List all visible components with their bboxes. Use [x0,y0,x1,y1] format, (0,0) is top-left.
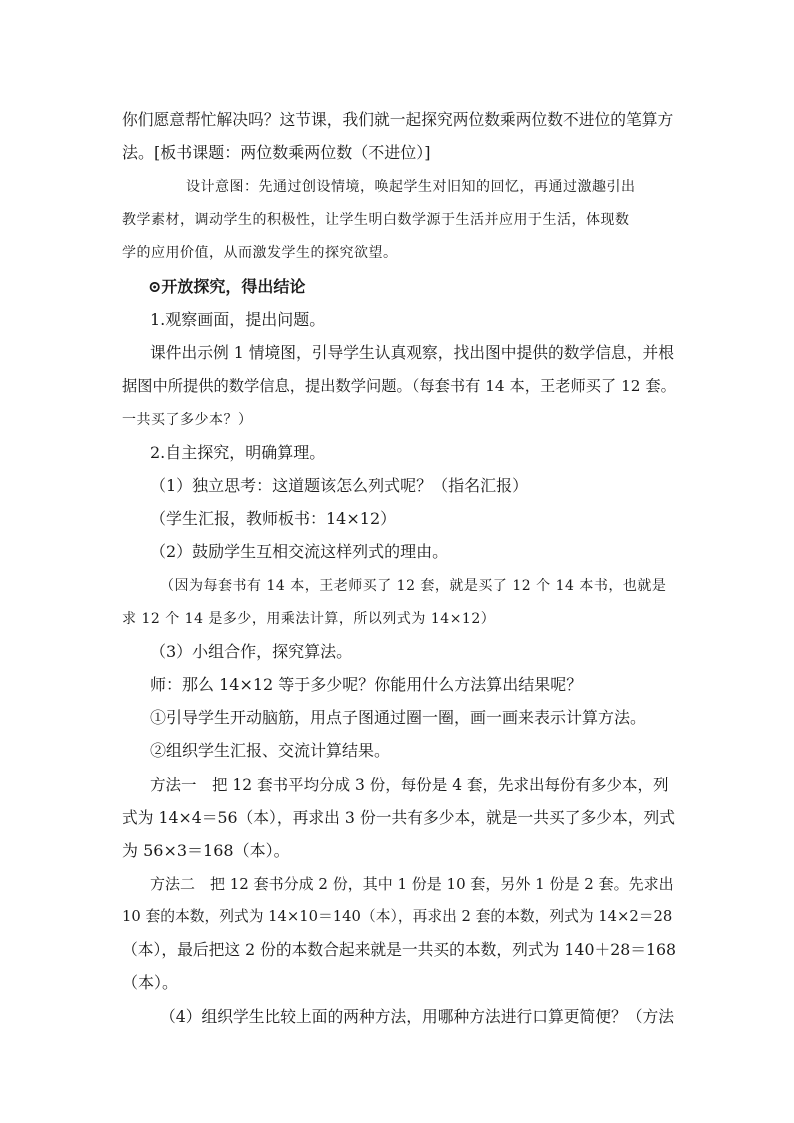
method-two-line: （本），最后把这 2 份的本数合起来就是一共买的本数，列式为 140＋28＝168 [122,940,677,959]
paragraph-line: 求 12 个 14 是多少，用乘法计算，所以列式为 14×12） [122,611,496,627]
paragraph-line: 师：那么 14×12 等于多少呢？你能用什么方法算出结果呢？ [150,675,583,694]
paragraph-line: 据图中所提供的数学信息，提出数学问题。（每套书有 14 本，王老师买了 12 套。 [122,377,676,395]
paragraph-line: 法。[板书课题：两位数乘两位数（不进位）] [122,143,431,162]
paragraph-line: 你们愿意帮忙解决吗？这节课，我们就一起探究两位数乘两位数不进位的笔算方 [122,110,674,129]
paragraph-line: （因为每套书有 14 本，王老师买了 12 套，就是买了 12 个 14 本书，也就是 [160,578,667,594]
method-one-line: 式为 14×4＝56（本），再求出 3 份一共有多少本，就是一共买了多少本，列式 [122,808,675,827]
design-intent-line: 教学素材，调动学生的积极性，让学生明白数学源于生活并应用于生活，体现数 [122,212,630,228]
paragraph-line: 课件出示例 1 情境图，引导学生认真观察，找出图中提供的数学信息，并根 [150,343,675,362]
method-two-line: 方法二 把 12 套书分成 2 份，其中 1 份是 10 套，另外 1 份是 2 套。先求出 [150,875,674,893]
paragraph-line: （1）独立思考：这道题该怎么列式呢？（指名汇报） [150,476,529,495]
step-heading: 2.自主探究，明确算理。 [150,443,326,462]
paragraph-line: 一共买了多少本？） [122,412,253,428]
method-two-line: （本）。 [122,973,179,992]
paragraph-line: （4）组织学生比较上面的两种方法，用哪种方法进行口算更简便？（方法 [160,1007,675,1026]
paragraph-line: （学生汇报，教师板书：14×12） [150,509,397,528]
paragraph-line: （2）鼓励学生互相交流这样列式的理由。 [150,542,449,561]
section-heading: ⊙开放探究，得出结论 [148,277,306,296]
design-intent-line: 设计意图：先通过创设情境，唤起学生对旧知的回忆，再通过激趣引出 [186,179,636,195]
method-one-line: 方法一 把 12 套书平均分成 3 份，每份是 4 套，先求出每份有多少本，列 [150,776,669,794]
method-two-line: 10 套的本数，列式为 14×10＝140（本），再求出 2 套的本数，列式为 14×2＝28 [122,908,673,925]
design-intent-line: 学的应用价值，从而激发学生的探究欲望。 [122,245,398,261]
method-one-line: 为 56×3＝168（本）。 [122,841,290,860]
paragraph-line: （3）小组合作，探究算法。 [150,642,353,661]
paragraph-line: ①引导学生开动脑筋，用点子图通过圈一圈，画一画来表示计算方法。 [150,708,647,727]
paragraph-line: ②组织学生汇报、交流计算结果。 [150,741,391,760]
step-heading: 1.观察画面，提出问题。 [150,310,326,329]
